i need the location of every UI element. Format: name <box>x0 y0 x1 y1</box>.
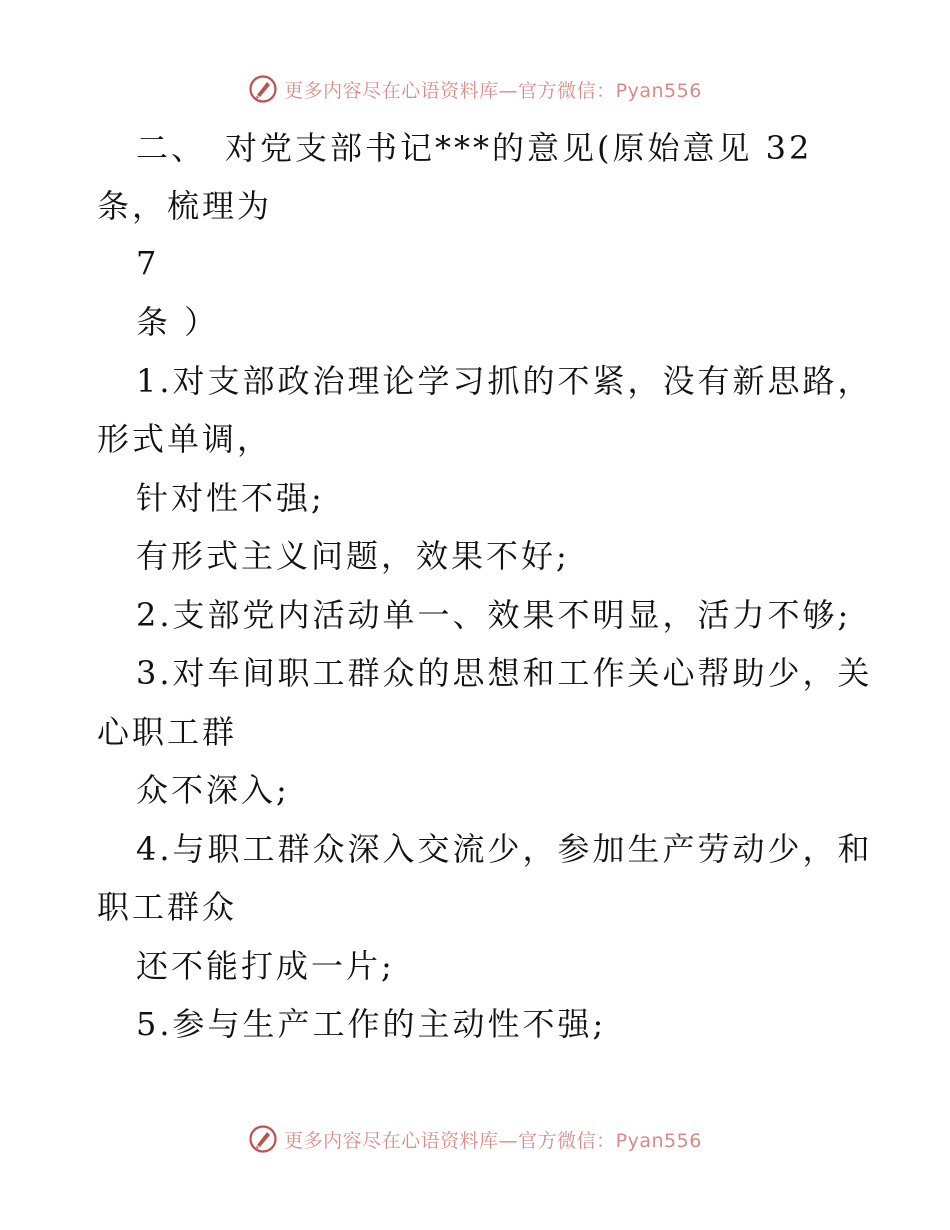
paragraph-line: 心职工群 <box>97 713 238 751</box>
pen-nib-circle-icon <box>248 1124 278 1154</box>
paragraph-line: 条 ） <box>136 303 220 341</box>
paragraph-line: 众不深入; <box>136 771 290 809</box>
paragraph-line: 有形式主义问题，效果不好; <box>136 537 570 575</box>
list-item-2: 2.支部党内活动单一、效果不明显，活力不够; <box>136 596 852 634</box>
watermark-text: 更多内容尽在心语资料库—官方微信：Pyan556 <box>284 79 702 102</box>
paragraph-line: 条，梳理为 <box>97 187 273 225</box>
watermark-text: 更多内容尽在心语资料库—官方微信：Pyan556 <box>284 1129 702 1152</box>
list-item-3: 3.对车间职工群众的思想和工作关心帮助少，关 <box>136 654 873 692</box>
section-heading: 二、 对党支部书记***的意见(原始意见 32 <box>136 129 813 167</box>
list-item-1: 1.对支部政治理论学习抓的不紧，没有新思路， <box>136 362 873 400</box>
paragraph-line: 职工群众 <box>97 888 238 926</box>
list-item-5: 5.参与生产工作的主动性不强; <box>136 1005 607 1043</box>
header-watermark <box>0 74 950 104</box>
pen-nib-circle-icon <box>248 74 278 104</box>
list-item-4: 4.与职工群众深入交流少，参加生产劳动少，和 <box>136 830 873 868</box>
paragraph-line: 7 <box>136 244 160 282</box>
paragraph-line: 针对性不强; <box>136 479 325 517</box>
paragraph-line: 形式单调， <box>97 420 273 458</box>
footer-watermark <box>0 1124 950 1154</box>
paragraph-line: 还不能打成一片; <box>136 947 395 985</box>
